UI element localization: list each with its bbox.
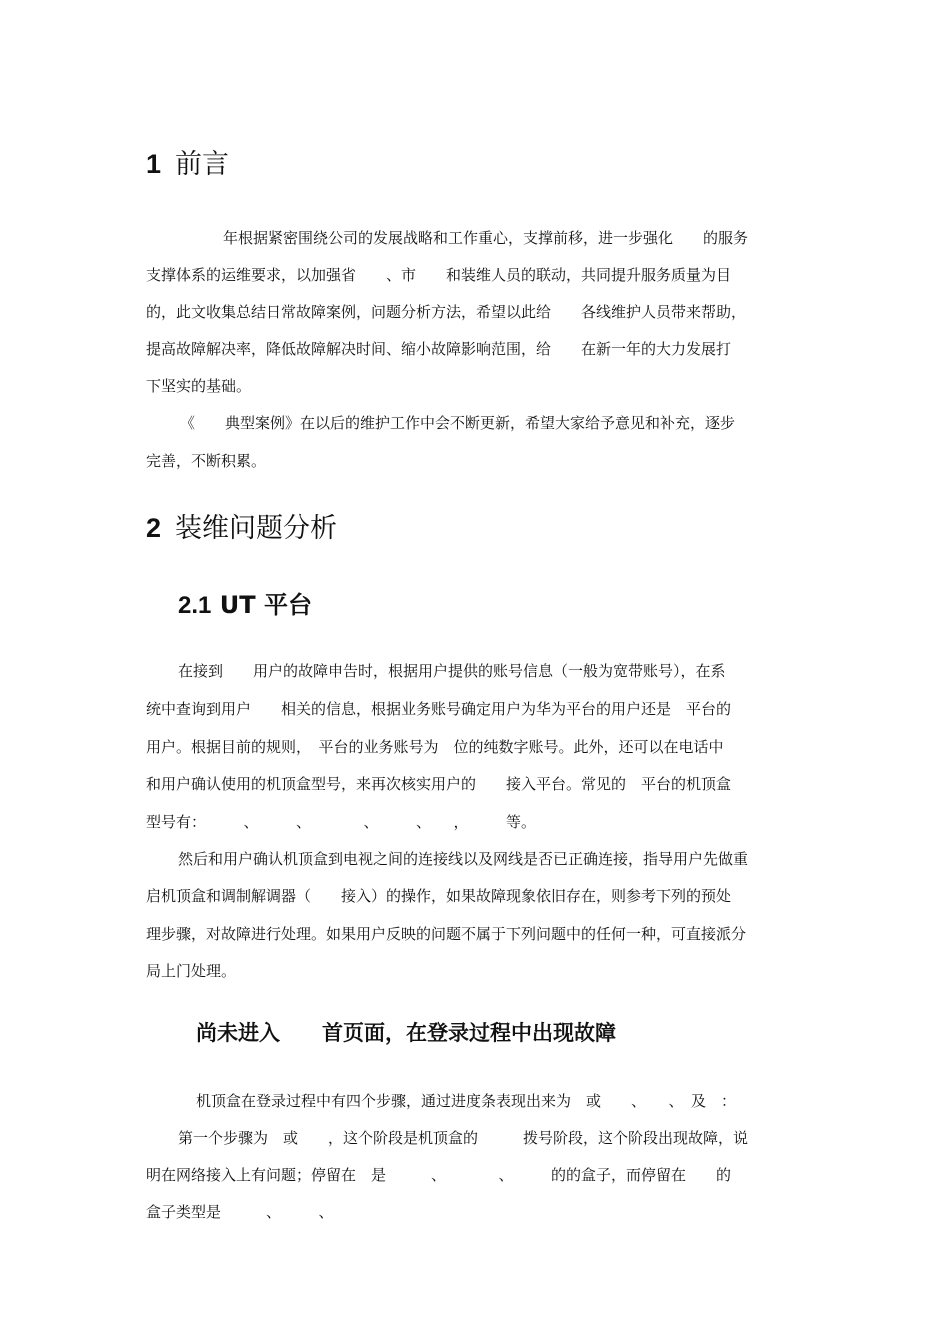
paragraph-line: 和用户确认使用的机顶盒型号，来再次核实用户的 接入平台。常见的 平台的机顶盒 [146,775,732,793]
paragraph-line: 型号有： 、 、 、 、 ， 等。 [146,813,537,831]
paragraph-line: 局上门处理。 [146,962,237,980]
paragraph-line: 提高故障解决率，降低故障解决时间、缩小故障影响范围，给 在新一年的大力发展打 [146,340,732,358]
paragraph-line: 的，此文收集总结日常故障案例，问题分析方法，希望以此给 各线维护人员带来帮助， [146,303,747,321]
paragraph-line: 理步骤，对故障进行处理。如果用户反映的问题不属于下列问题中的任何一种，可直接派分 [146,925,747,943]
paragraph-line: 用户。根据目前的规则， 平台的业务账号为 位的纯数字账号。此外，还可以在电话中 [146,738,724,756]
section-2-heading [146,506,337,545]
section-title: 前言 [175,149,230,180]
paragraph-line: 在接到 用户的故障申告时，根据用户提供的账号信息（一般为宽带账号），在系 [178,662,726,680]
paragraph-line: 机顶盒在登录过程中有四个步骤，通过进度条表现出来为 或 、 、 及 ： [196,1092,737,1110]
section-number: 2.1 [178,592,212,619]
paragraph-line: 《 典型案例》在以后的维护工作中会不断更新，希望大家给予意见和补充，逐步 [180,414,736,432]
section-title: UT 平台 [219,591,312,619]
section-number: 1 [146,149,162,179]
paragraph-line: 完善，不断积累。 [146,452,267,470]
paragraph-line: 明在网络接入上有问题；停留在 是 、 、 的的盒子，而停留在 的 [146,1166,732,1184]
section-title: 装维问题分析 [175,513,338,544]
section-number: 2 [146,513,162,543]
section-2-1-heading [178,585,312,620]
paragraph-line: 下坚实的基础。 [146,377,252,395]
paragraph-line: 第一个步骤为 或 ，这个阶段是机顶盒的 拨号阶段，这个阶段出现故障，说 [178,1129,749,1147]
paragraph-line: 支撑体系的运维要求，以加强省 、市 和装维人员的联动，共同提升服务质量为目 [146,266,732,284]
paragraph-line: 启机顶盒和调制解调器（ 接入）的操作，如果故障现象依旧存在，则参考下列的预处 [146,887,732,905]
paragraph-line: 年根据紧密围绕公司的发展战略和工作重心，支撑前移，进一步强化 的服务 [178,229,749,247]
paragraph-line: 盒子类型是 、 、 [146,1203,334,1221]
paragraph-line: 然后和用户确认机顶盒到电视之间的连接线以及网线是否已正确连接，指导用户先做重 [178,850,749,868]
section-1-heading [146,142,229,181]
section-2-1-1-heading: 尚未进入 首页面，在登录过程中出现故障 [196,1020,616,1045]
paragraph-line: 统中查询到用户 相关的信息，根据业务账号确定用户为华为平台的用户还是 平台的 [146,700,732,718]
